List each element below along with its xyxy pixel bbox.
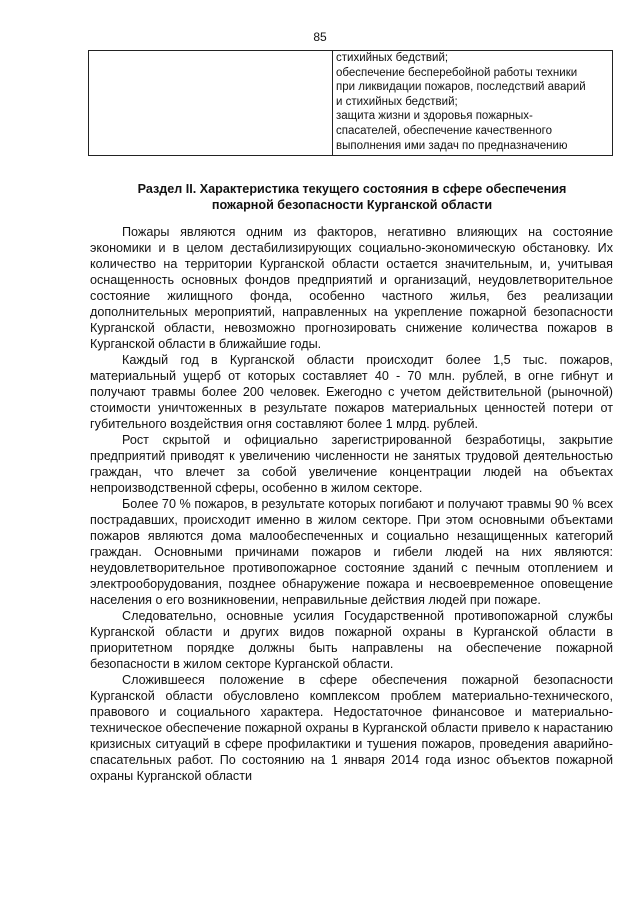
paragraph: Каждый год в Курганской области происходит более 1,5 тыс. пожаров, материальный ущерб от которых составляет 40 - 70 млн. рублей, в огне гибнут и получают травмы более 200 человек. Ежегодно с учетом действительной (рыночной) стоимости уничтоженных в результате пожаров материальных ценностей потери от губительного воздействия огня составляют более 1 млрд. рублей.	[90, 353, 613, 431]
paragraph: Рост скрытой и официально зарегистрированной безработицы, закрытие предприятий приводят к увеличению численности не занятых трудовой деятельностью граждан, что влечет за собой увеличение концентрации людей на объектах непроизводственной сферы, особенно в жилом секторе.	[90, 433, 613, 495]
table-row	[89, 51, 613, 156]
table-cell-line: стихийных бедствий;	[336, 52, 449, 64]
continuation-table	[88, 50, 613, 156]
table-cell-line: выполнения ими задач по предназначению	[336, 139, 568, 152]
page-number: 85	[313, 30, 327, 44]
section-heading	[96, 181, 608, 213]
paragraph: Пожары являются одним из факторов, негативно влияющих на состояние экономики и в целом дестабилизирующих социально-экономическую обстановку. Их количество на территории Курганской области остается значительным, и, учитывая оснащенность основных фондов предприятий и организаций, неудовлетворительное состояние жилищного фонда, особенно частного жилья, без реализации дополнительных мероприятий, направленных на укрепление пожарной безопасности Курганской области, невозможно прогнозировать снижение количества пожаров в Курганской области в ближайшие годы.	[90, 225, 613, 351]
paragraph: Сложившееся положение в сфере обеспечения пожарной безопасности Курганской области обусловлено комплексом проблем материально-технического, правового и социального характера. Недостаточное финансовое и материально-техническое обеспечение пожарной охраны в Курганской области привело к нарастанию кризисных ситуаций в сфере профилактики и тушения пожаров, проведения аварийно-спасательных работ. По состоянию на 1 января 2014 года износ объектов пожарной охраны Курганской области	[90, 673, 613, 783]
table-cell-line: и стихийных бедствий;	[336, 95, 458, 108]
section-heading-line: Раздел II. Характеристика текущего состояния в сфере обеспечения	[137, 182, 567, 196]
body-text	[90, 224, 613, 784]
section-heading-line: пожарной безопасности Курганской области	[211, 198, 493, 212]
table-cell-right	[333, 51, 613, 156]
paragraph: Следовательно, основные усилия Государственной противопожарной службы Курганской области и других видов пожарной охраны в Курганской области в приоритетном порядке должны быть направлены на обеспечение пожарной безопасности в жилом секторе Курганской области.	[90, 609, 613, 671]
table-cell-line: при ликвидации пожаров, последствий аварий	[336, 81, 586, 94]
paragraph: Более 70 % пожаров, в результате которых погибают и получают травмы 90 % всех пострадавших, происходит именно в жилом секторе. При этом основными объектами пожаров являются дома малообеспеченных и социально незащищенных категорий граждан. Основными причинами пожаров и гибели людей на них являются: неудовлетворительное противопожарное состояние зданий с печным отоплением и электрооборудования, позднее обнаружение пожара и несвоевременное оповещение населения о его возникновении, неправильные действия людей при пожаре.	[90, 497, 613, 607]
table-cell-line: обеспечение бесперебойной работы техники	[336, 66, 578, 79]
table-cell-line: спасателей, обеспечение качественного	[336, 124, 552, 137]
table-cell-left	[89, 51, 333, 156]
table-cell-line: защита жизни и здоровья пожарных-	[336, 110, 533, 123]
